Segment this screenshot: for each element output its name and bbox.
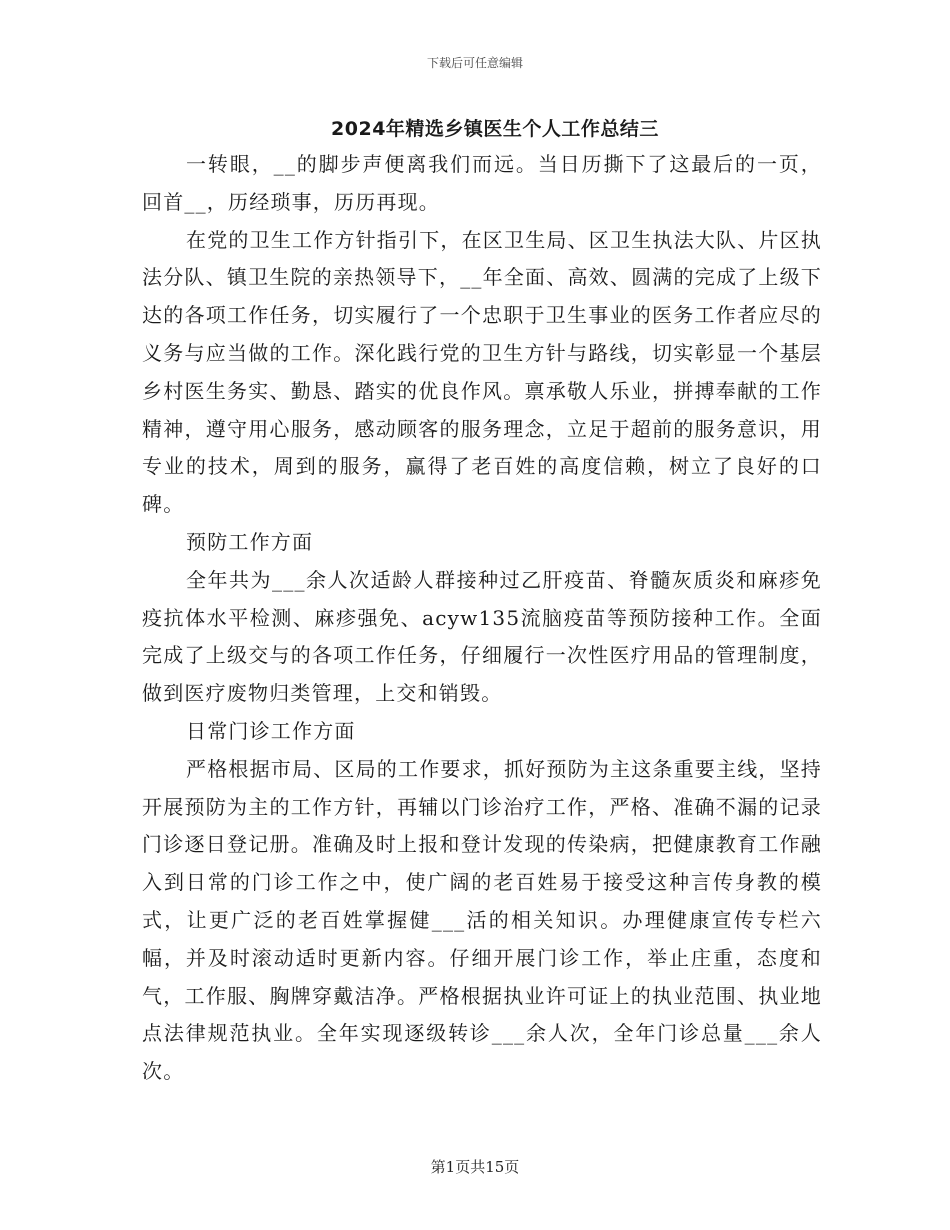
page-number: 第1页共15页 [430,1158,520,1176]
section-heading-prevention: 预防工作方面 [186,529,314,554]
paragraph-prevention: 全年共为___余人次适龄人群接种过乙肝疫苗、脊髓灰质炎和麻疹免疫抗体水平检测、麻疹强免、acyw135流脑疫苗等预防接种工作。全面完成了上级交与的各项工作任务，仔细履行一次性医疗用品的管理制度，做到医疗废物归类管理，上交和销毁。 [142,567,822,706]
paragraph-intro: 一转眼，__的脚步声便离我们而远。当日历撕下了这最后的一页，回首__，历经琐事，历历再现。 [142,152,822,214]
paragraph-overview: 在党的卫生工作方针指引下，在区卫生局、区卫生执法大队、片区执法分队、镇卫生院的亲热领导下，__年全面、高效、圆满的完成了上级下达的各项工作任务，切实履行了一个忠职于卫生事业的医务工作者应尽的义务与应当做的工作。深化践行党的卫生方针与路线，切实彰显一个基层乡村医生务实、勤恳、踏实的优良作风。禀承敬人乐业，拼搏奉献的工作精神，遵守用心服务，感动顾客的服务理念，立足于超前的服务意识，用专业的技术，周到的服务，赢得了老百姓的高度信赖，树立了良好的口碑。 [142,227,822,517]
document-body [142,146,822,1091]
paragraph-outpatient: 严格根据市局、区局的工作要求，抓好预防为主这条重要主线，坚持开展预防为主的工作方针，再辅以门诊治疗工作，严格、准确不漏的记录门诊逐日登记册。准确及时上报和登计发现的传染病，把健康教育工作融入到日常的门诊工作之中，使广阔的老百姓易于接受这种言传身教的模式，让更广泛的老百姓掌握健___活的相关知识。办理健康宣传专栏六幅，并及时滚动适时更新内容。仔细开展门诊工作，举止庄重，态度和气，工作服、胸牌穿戴洁净。严格根据执业许可证上的执业范围、执业地点法律规范执业。全年实现逐级转诊___余人次，全年门诊总量___余人次。 [142,756,822,1084]
document-title: 2024年精选乡镇医生个人工作总结三 [331,118,659,140]
section-heading-outpatient: 日常门诊工作方面 [186,718,356,743]
download-note: 下载后可任意编辑 [426,56,523,70]
